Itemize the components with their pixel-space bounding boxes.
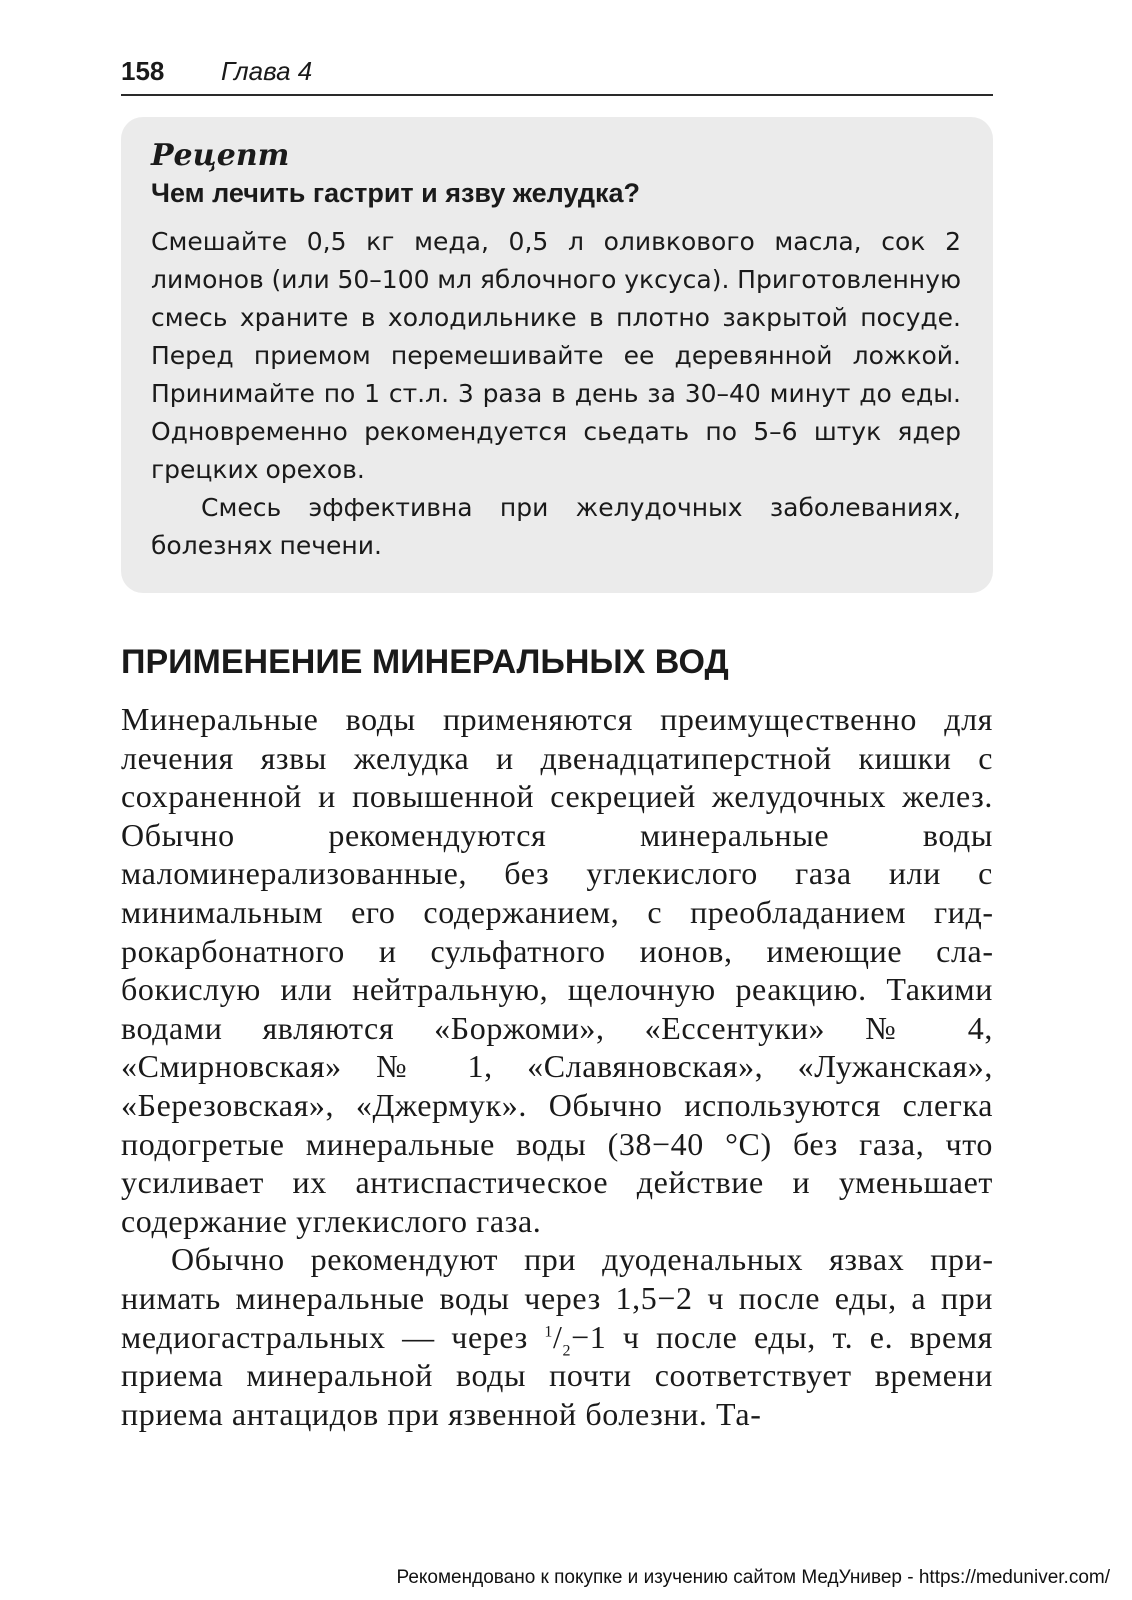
main-text: [121, 700, 993, 1433]
recipe-body: [151, 223, 961, 565]
recipe-paragraph: Смесь эффективна при желудочных заболеваниях, болезнях печени.: [151, 493, 961, 560]
footer-note: Рекомендовано к покупке и изучению сайтом МедУнивер - https://meduniver.com/: [396, 1567, 1110, 1588]
running-head: [121, 50, 993, 96]
fraction-numerator: 1: [544, 1322, 553, 1340]
recipe-title: Чем лечить гастрит и язву желудка?: [151, 178, 640, 208]
body-paragraph: Минеральные воды применяются преимущественно для лечения язвы желудка и двенадцатиперстной кишки с сохраненной и повышенной секрецией желудочных желез. Обычно рекомендуются минеральные воды маломинерализованные, без углекислого газа или с минимальным его содержанием, с преобладанием гидрокарбонатного и сульфатного ионов, имеющие слабокислую или нейтральную, щелочную реакцию. Такими водами являются «Боржоми», «Ессентуки» № 4, «Смирновская» № 1, «Славяновская», «Лужанская», «Березовская», «Джермук». Обычно используются слегка подогретые минеральные воды (38−40 °С) без газа, что усиливает их антиспастическое действие и уменьшает содержание углекислого газа.: [121, 701, 993, 1239]
recipe-label: Рецепт: [151, 138, 290, 173]
paragraph-text: −1 ч после еды, т. е. время приема минеральной воды почти соответствует времени приема антацидов при язвенной болезни. Та-: [121, 1318, 993, 1432]
paragraph-text: Обычно рекомендуют при дуоденальных язвах принимать минеральные воды через 1,5−2 ч после еды, а при медиогастральных — через: [121, 1241, 993, 1355]
recipe-box: [121, 117, 993, 593]
fraction-denominator: 2: [562, 1341, 572, 1359]
recipe-paragraph: Смешайте 0,5 кг меда, 0,5 л оливкового масла, сок 2 лимонов (или 50–100 мл яблочного уксуса). Приготовленную смесь храните в холодильнике в плотно закрытой посуде. Перед приемом перемешивайте ее деревянной ложкой. Принимайте по 1 ст.л. 3 раза в день за 30–40 минут до еды. Одновременно рекомендуется сьедать по 5–6 штук ядер грецких орехов.: [151, 227, 961, 484]
section-heading: ПРИМЕНЕНИЕ МИНЕРАЛЬНЫХ ВОД: [121, 643, 729, 681]
body-paragraph: Обычно рекомендуют при дуоденальных язвах принимать минеральные воды через 1,5−2 ч после еды, а при медиогастральных — через $^1/_2-1$ ч после еды, т. е. время приема минеральной воды почти соответствует времени приема антацидов при язвенной болезни. Та-: [121, 1241, 993, 1432]
page-number: 158: [121, 56, 165, 86]
chapter-title: Глава 4: [221, 56, 313, 86]
